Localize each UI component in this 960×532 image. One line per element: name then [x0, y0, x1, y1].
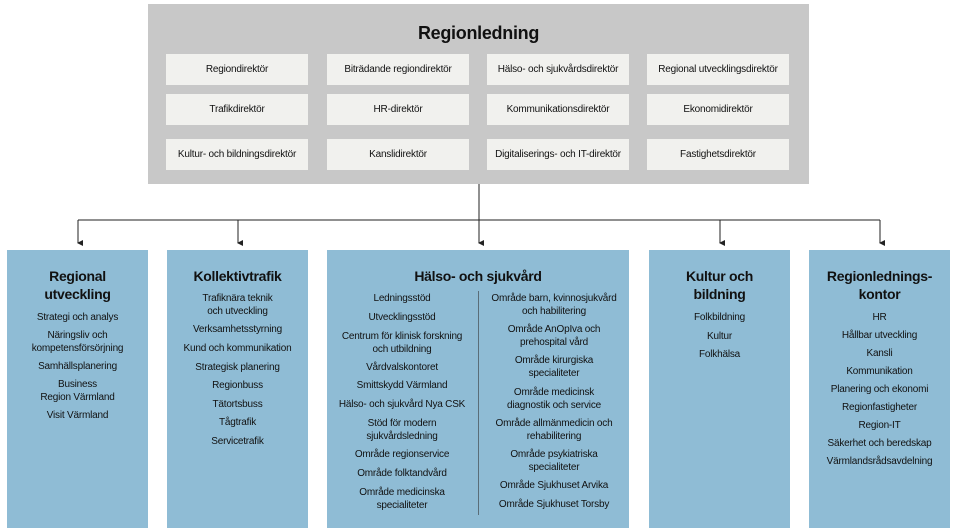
list-item: och utveckling [207, 306, 268, 317]
list-item: Näringsliv och [47, 330, 108, 341]
list-item: Område folktandvård [357, 468, 447, 479]
list-item: Område regionservice [354, 449, 450, 460]
list-item: Centrum för klinisk forskning [341, 331, 463, 342]
list-item: Hållbar utveckling [841, 330, 918, 341]
list-item: kompetensförsörjning [31, 343, 124, 354]
list-item: Hälso- och sjukvård Nya CSK [338, 399, 466, 410]
list-item: Tätortsbuss [212, 399, 263, 410]
list-item: Planering och ekonomi [830, 384, 929, 395]
list-item: Område AnOpIva och [507, 324, 601, 335]
list-item: rehabilitering [526, 431, 582, 442]
column-regional-utveckling [7, 250, 148, 528]
column-title: Regionlednings- [826, 268, 933, 284]
list-item: Tågtrafik [218, 417, 257, 428]
list-item: diagnostik och service [507, 400, 601, 411]
role-box: Digitaliserings- och IT-direktör [487, 139, 629, 170]
column-title: Kollektivtrafik [193, 268, 282, 284]
list-item: Smittskydd Värmland [356, 380, 448, 391]
list-item: Område allmänmedicin och [495, 418, 613, 429]
list-item: specialiteter [528, 462, 580, 473]
list-item: Regionfastigheter [842, 402, 917, 413]
column-kultur-och-bildning [649, 250, 790, 528]
list-item: och utbildning [372, 344, 432, 355]
column-divider [478, 291, 479, 515]
list-item: Ledningsstöd [373, 293, 431, 304]
role-box: Hälso- och sjukvårdsdirektör [487, 54, 629, 85]
list-item: Stöd för modern [367, 418, 437, 429]
list-item: Område barn, kvinnosjukvård [491, 293, 617, 304]
role-box: Ekonomidirektör [647, 94, 789, 125]
list-item: Strategi och analys [36, 312, 119, 323]
role-box: Kultur- och bildningsdirektör [166, 139, 308, 170]
role-box: Regional utvecklingsdirektör [647, 54, 789, 85]
column-regionledningskontor [809, 250, 950, 528]
list-item: sjukvårdsledning [366, 431, 438, 442]
role-box: Regiondirektör [166, 54, 308, 85]
list-item: specialiteter [528, 368, 580, 379]
list-item: Business [58, 379, 97, 390]
regionledning-title: Regionledning [417, 23, 540, 43]
column-title: Regional [49, 268, 106, 284]
list-item: Kommunikation [846, 366, 913, 377]
list-item: Område kirurgiska [514, 355, 594, 366]
health-right-list [479, 250, 629, 528]
role-box: Kommunikationsdirektör [487, 94, 629, 125]
list-item: Visit Värmland [46, 410, 109, 421]
list-item: Folkhälsa [699, 349, 740, 360]
list-item: Regionbuss [212, 380, 263, 391]
role-box: Fastighetsdirektör [647, 139, 789, 170]
list-item: Strategisk planering [195, 362, 280, 373]
list-item: Område medicinsk [513, 387, 595, 398]
list-item: Vårdvalskontoret [366, 362, 438, 373]
list-item: Servicetrafik [211, 436, 264, 447]
list-item: Region-IT [858, 420, 901, 431]
column-kollektivtrafik [167, 250, 308, 528]
column-title: Kultur och [686, 268, 753, 284]
list-item: Verksamhetsstyrning [192, 324, 283, 335]
list-item: Kansli [866, 348, 893, 359]
list-item: och habilitering [521, 306, 587, 317]
role-box: Trafikdirektör [166, 94, 308, 125]
role-box: Biträdande regiondirektör [327, 54, 469, 85]
list-item: Område psykiatriska [510, 449, 598, 460]
list-item: Område medicinska [359, 487, 445, 498]
column-title: bildning [693, 286, 746, 302]
role-box: HR-direktör [327, 94, 469, 125]
list-item: Kund och kommunikation [183, 343, 292, 354]
list-item: Värmlandsrådsavdelning [826, 456, 933, 467]
list-item: Område Sjukhuset Torsby [498, 499, 610, 510]
list-item: Folkbildning [694, 312, 745, 323]
list-item: Samhällsplanering [38, 361, 117, 372]
list-item: Område Sjukhuset Arvika [499, 480, 609, 491]
list-item: specialiteter [376, 500, 428, 511]
column-title: kontor [858, 286, 901, 302]
list-item: Region Värmland [40, 392, 115, 403]
list-item: Utvecklingsstöd [368, 312, 436, 323]
health-left-list [327, 250, 477, 528]
list-item: prehospital vård [520, 337, 588, 348]
list-item: HR [872, 312, 887, 323]
list-item: Trafiknära teknik [202, 293, 273, 304]
regionledning-box [148, 4, 809, 184]
list-item: Kultur [707, 331, 732, 342]
list-item: Säkerhet och beredskap [827, 438, 932, 449]
column-title: Hälso- och sjukvård [414, 268, 542, 284]
column-title: utveckling [44, 286, 111, 302]
role-box: Kanslidirektör [327, 139, 469, 170]
